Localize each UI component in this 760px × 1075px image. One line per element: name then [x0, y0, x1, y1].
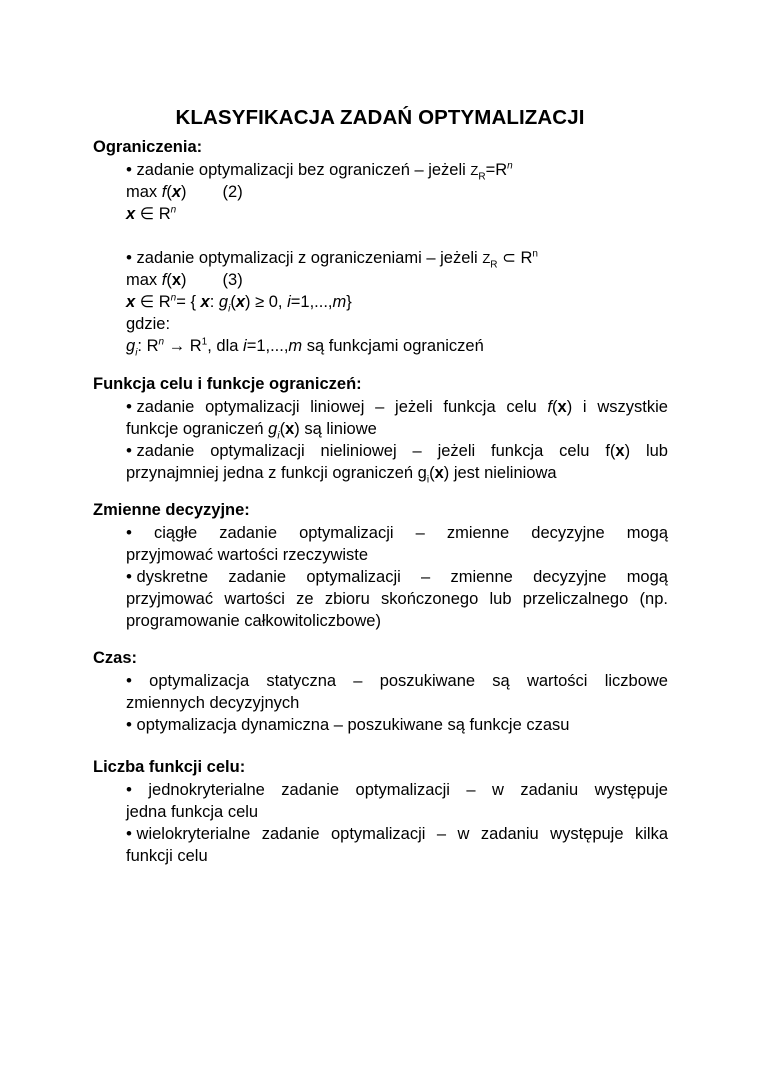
bullet-item-line: programowanie całkowitoliczbowe) — [126, 612, 381, 630]
gdzie-label: gdzie: — [126, 315, 171, 333]
formula-max-f2: max f(x) (2) — [126, 183, 243, 201]
bullet-item: • zadanie optymalizacji z ograniczeniami – jeżeli $Z_R$ ⊂ $R^n$ — [126, 248, 538, 271]
bullet-item-line: • optymalizacja statyczna – poszukiwane są wartości liczbowe — [126, 671, 668, 690]
formula-domain: x ∈ $R^n$ — [126, 204, 177, 223]
section-heading-zmienne: Zmienne decyzyjne: — [93, 501, 250, 519]
bullet-item: • zadanie optymalizacji bez ograniczeń – jeżeli $Z_R=R^n$ — [126, 160, 513, 183]
formula-constraint-set: x ∈ $R^n=$ { x: $g_i(x) \ge 0$, i=1,...,m} — [126, 292, 352, 315]
formula-max-f3: max f(x) (3) — [126, 271, 243, 289]
bullet-item-line: przyjmować wartości ze zbioru skończonego lub przeliczalnego (np. — [126, 590, 668, 608]
section-heading-czas: Czas: — [93, 649, 138, 667]
bullet-item-line: przyjmować wartości rzeczywiste — [126, 546, 369, 564]
bullet-item-line: • zadanie optymalizacji nieliniowej – jeżeli funkcja celu f(x) lub — [126, 441, 668, 460]
page-title: KLASYFIKACJA ZADAŃ OPTYMALIZACJI — [175, 106, 585, 129]
bullet-item-line: jedna funkcja celu — [126, 803, 259, 821]
bullet-item-line: przynajmniej jedna z funkcji ograniczeń $g_i(x)$ jest nieliniowa — [126, 464, 557, 486]
bullet-item-line: • dyskretne zadanie optymalizacji – zmienne decyzyjne mogą — [126, 567, 668, 586]
section-heading-ograniczenia: Ograniczenia: — [93, 138, 203, 156]
bullet-item-line: • optymalizacja dynamiczna – poszukiwane są funkcje czasu — [126, 715, 570, 734]
bullet-item-line: funkcji celu — [126, 847, 208, 865]
bullet-item-line: funkcje ograniczeń $g_i(x)$ są liniowe — [126, 420, 377, 442]
bullet-item-line: • zadanie optymalizacji liniowej – jeżeli funkcja celu f(x) i wszystkie — [126, 397, 668, 416]
bullet-item-line: • ciągłe zadanie optymalizacji – zmienne decyzyjne mogą — [126, 523, 668, 542]
bullet-item-line: zmiennych decyzyjnych — [126, 694, 300, 712]
bullet-item-line: • wielokryterialne zadanie optymalizacji – w zadaniu występuje kilka — [126, 824, 668, 843]
formula-constraint-functions: $g_i$: $R^n \to R^1$, dla i=1,...,m są funkcjami ograniczeń — [126, 336, 484, 359]
section-heading-funkcja-celu: Funkcja celu i funkcje ograniczeń: — [93, 375, 362, 393]
bullet-item-line: • jednokryterialne zadanie optymalizacji – w zadaniu występuje — [126, 780, 668, 799]
section-heading-liczba: Liczba funkcji celu: — [93, 758, 246, 776]
